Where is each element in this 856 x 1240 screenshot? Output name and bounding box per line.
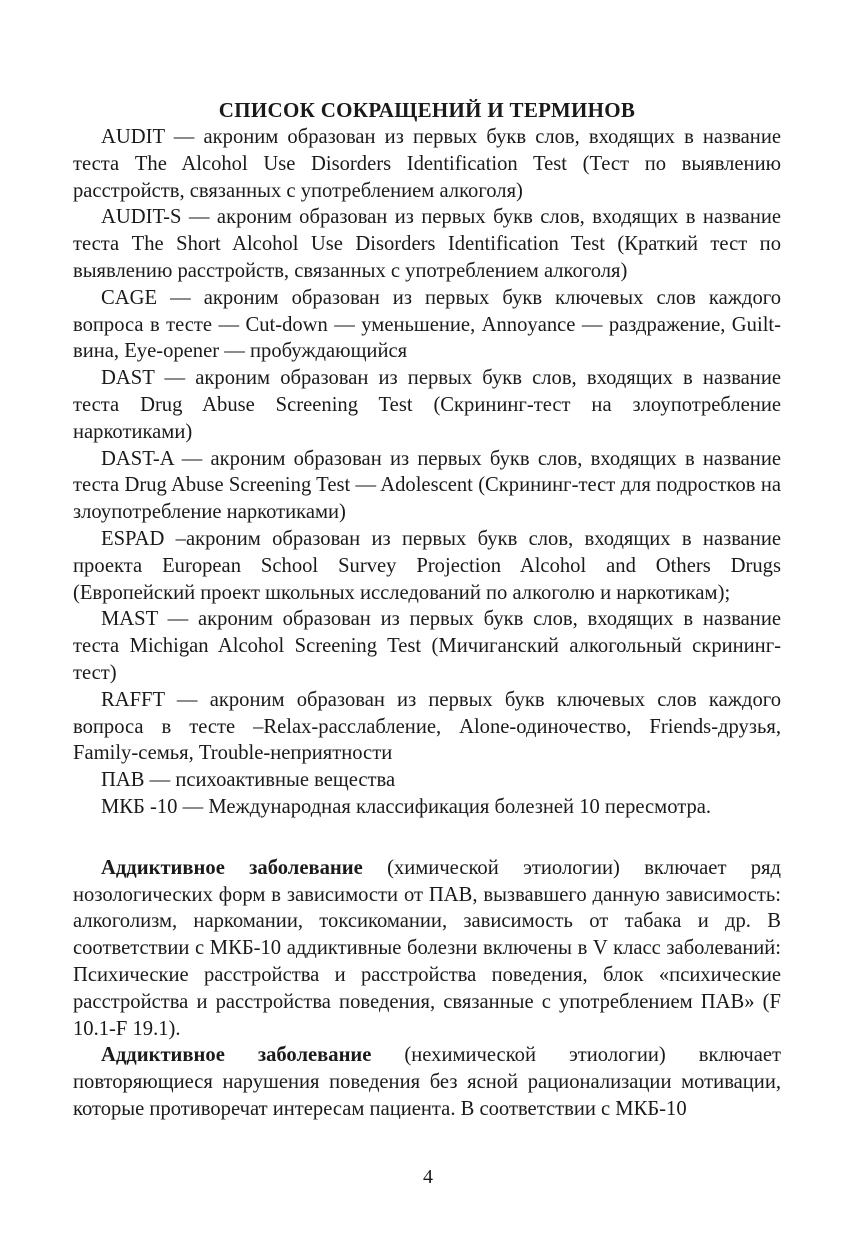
abbreviation-dast-a: DAST-A — акроним образован из первых букв слов, входящих в название теста Drug Abuse Screening Test — Adolescent (Скрининг-тест для подростков на злоупотребление наркотиками): [73, 447, 781, 524]
abbreviation-list: [73, 124, 781, 821]
abbreviation-cage: CAGE — акроним образован из первых букв ключевых слов каждого вопроса в тесте — Cut-down — уменьшение, Annoyance — раздражение, Guilt- вина, Eye-opener — пробуждающийся: [73, 286, 781, 363]
page-number: 4: [423, 1166, 433, 1188]
abbreviation-audit-s: AUDIT-S — акроним образован из первых букв слов, входящих в название теста The Short Alcohol Use Disorders Identification Test (Краткий тест по выявлению расстройств, связанных с употреблением алкоголя): [73, 206, 781, 282]
abbreviation-rafft: RAFFT — акроним образован из первых букв ключевых слов каждого вопроса в тесте –Relax-расслабление, Alone-одиночество, Friends-друзья, Family-семья, Trouble-неприятности: [73, 688, 781, 765]
term-name: Аддиктивное заболевание: [101, 856, 363, 879]
page-title: СПИСОК СОКРАЩЕНИЙ И ТЕРМИНОВ: [218, 98, 636, 122]
page-body: [73, 96, 781, 1123]
abbreviation-mast: MAST — акроним образован из первых букв слов, входящих в название теста Michigan Alcohol Screening Test (Мичиганский алкогольный скрининг-тест): [73, 608, 781, 684]
abbreviation-espad: ESPAD –акроним образован из первых букв слов, входящих в название проекта European School Survey Projection Alcohol and Others Drugs (Европейский проект школьных исследований по алкоголю и наркотикам);: [73, 527, 781, 604]
terms-section: [73, 855, 781, 1123]
term-name: Аддиктивное заболевание: [101, 1044, 372, 1067]
abbreviation-dast: DAST — акроним образован из первых букв слов, входящих в название теста Drug Abuse Screening Test (Скрининг-тест на злоупотребление наркотиками): [73, 367, 781, 443]
term-definition: (нехимической этиологии) включает повторяющиеся нарушения поведения без ясной рационализации мотивации, которые противоречат интересам пациента. В соответствии с МКБ-10: [73, 1044, 781, 1120]
abbreviation-pav: ПАВ — психоактивные вещества: [101, 769, 396, 792]
term-paragraph: [73, 1042, 781, 1122]
abbreviation-audit: AUDIT — акроним образован из первых букв слов, входящих в название теста The Alcohol Use Disorders Identification Test (Тест по выявлению расстройств, связанных с употреблением алкоголя): [73, 126, 781, 202]
term-paragraph: [73, 855, 781, 1043]
term-definition: (химической этиологии) включает ряд нозологических форм в зависимости от ПАВ, вызвавшего данную зависимость: алкоголизм, наркомании, токсикомании, зависимость от табака и др. В соответствии с МКБ-10 аддиктивные болезни включены в V класс заболеваний: Психические расстройства и расстройства поведения, блок «психические расстройства и расстройства поведения, связанные с употреблением ПАВ» (F 10.1-F 19.1).: [73, 856, 782, 1040]
abbreviation-mkb: МКБ -10 — Международная классификация болезней 10 пересмотра.: [101, 795, 712, 818]
